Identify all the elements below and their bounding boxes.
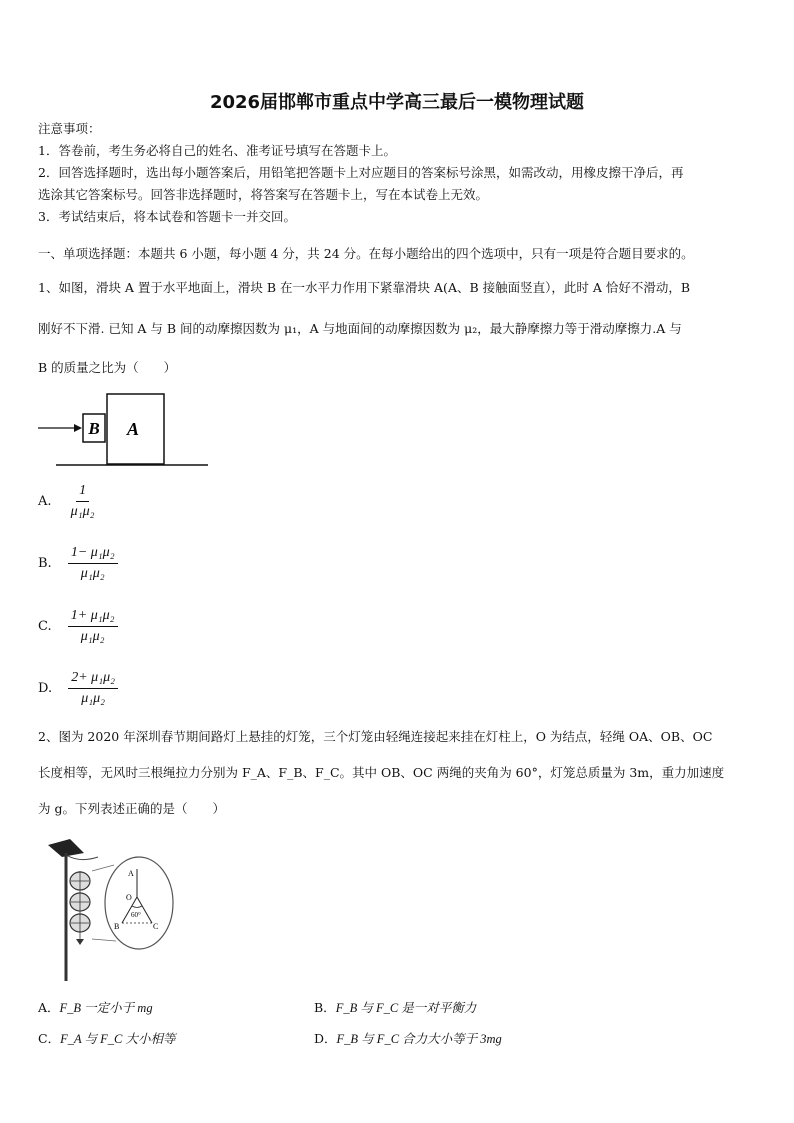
fraction-denominator: μ₁μ₂: [70, 504, 95, 519]
section-heading: 一、单项选择题：本题共 6 小题，每小题 4 分，共 24 分。在每小题给出的四个选项中，只有一项是符合题目要求的。: [38, 246, 694, 261]
q2-stem-line: 为 g。下列表述正确的是（ ）: [38, 801, 225, 816]
notice-item: 1．答卷前，考生务必将自己的姓名、准考证号填写在答题卡上。: [38, 143, 396, 158]
notice-item: 选涂其它答案标号。回答非选择题时，将答案写在答题卡上，写在本试卷上无效。: [38, 187, 489, 202]
label-b: B: [114, 922, 120, 931]
q1-option-a[interactable]: [38, 482, 97, 521]
q1-option-d[interactable]: [38, 669, 118, 708]
notice-item: 2．回答选择题时，选出每小题答案后，用铅笔把答题卡上对应题目的答案标号涂黑，如需改动，用橡皮擦干净后，再: [38, 165, 684, 180]
q2-stem-line: 长度相等，无风时三根绳拉力分别为 F_A、F_B、F_C。其中 OB、OC 两绳的夹角为 60°，灯笼总质量为 3m，重力加速度: [38, 765, 725, 780]
option-label: B．: [314, 1000, 336, 1015]
option-label: A．: [38, 1000, 60, 1015]
fraction-numerator: 2+ μ₁μ₂: [68, 669, 118, 689]
block-b-label: B: [88, 419, 100, 438]
option-label: C．: [38, 1031, 61, 1046]
option-fraction: [68, 607, 118, 646]
fraction-denominator: μ₁μ₂: [80, 629, 105, 644]
option-label: B.: [38, 556, 52, 571]
fraction-numerator: 1: [76, 482, 89, 502]
arrow-head-icon: [74, 424, 82, 432]
fraction-numerator: 1− μ₁μ₂: [68, 544, 118, 564]
page-title: 2026届邯郸市重点中学高三最后一模物理试题: [209, 92, 585, 113]
q2-lantern-figure: [40, 835, 180, 983]
rope-oc: [137, 897, 152, 923]
option-fraction: [68, 669, 118, 708]
option-fraction: [68, 544, 118, 583]
notice-heading: 注意事项：: [38, 121, 101, 136]
notice-item: 3．考试结束后，将本试卷和答题卡一并交回。: [38, 209, 296, 224]
inset-circle: [105, 857, 173, 949]
option-label: A.: [38, 494, 52, 509]
q1-option-c[interactable]: [38, 607, 118, 646]
q1-option-b[interactable]: [38, 544, 118, 583]
fraction-numerator: 1+ μ₁μ₂: [68, 607, 118, 627]
tassel-icon: [76, 939, 84, 945]
option-text: F_B 与 F_C 合力大小等于 3mg: [336, 1032, 502, 1046]
angle-arc: [132, 906, 142, 908]
option-label: D．: [314, 1031, 337, 1046]
q1-stem-line: 1、如图，滑块 A 置于水平地面上，滑块 B 在一水平力作用下紧靠滑块 A(A、B 接触面竖直），此时 A 恰好不滑动，B: [38, 280, 691, 295]
option-fraction: [68, 482, 98, 521]
label-c: C: [153, 922, 159, 931]
option-label: C.: [38, 619, 52, 634]
q1-stem-line: 刚好不下滑. 已知 A 与 B 间的动摩擦因数为 μ₁，A 与地面间的动摩擦因数为 μ₂，最大静摩擦力等于滑动摩擦力.A 与: [38, 321, 682, 336]
label-o: O: [126, 893, 132, 902]
q1-stem-line: B 的质量之比为（ ）: [38, 360, 177, 375]
q1-blocks-figure: [38, 390, 213, 472]
angle-label: 60°: [131, 911, 141, 919]
q2-stem-line: 2、图为 2020 年深圳春节期间路灯上悬挂的灯笼，三个灯笼由轻绳连接起来挂在灯柱上，O 为结点，轻绳 OA、OB、OC: [38, 729, 713, 744]
option-text: F_B 与 F_C 是一对平衡力: [335, 1001, 477, 1015]
option-label: D.: [38, 681, 53, 696]
option-text: F_B 一定小于 mg: [59, 1001, 153, 1015]
lamp-arm: [66, 855, 98, 860]
fraction-denominator: μ₁μ₂: [81, 691, 105, 706]
option-text: F_A 与 F_C 大小相等: [60, 1032, 176, 1046]
q2-option-d[interactable]: [314, 1031, 502, 1047]
block-a-label: A: [126, 419, 140, 439]
q2-option-a[interactable]: [38, 1000, 153, 1016]
fraction-denominator: μ₁μ₂: [80, 566, 105, 581]
q2-option-b[interactable]: [314, 1000, 476, 1016]
q2-option-c[interactable]: [38, 1031, 175, 1047]
label-a: A: [128, 869, 134, 878]
